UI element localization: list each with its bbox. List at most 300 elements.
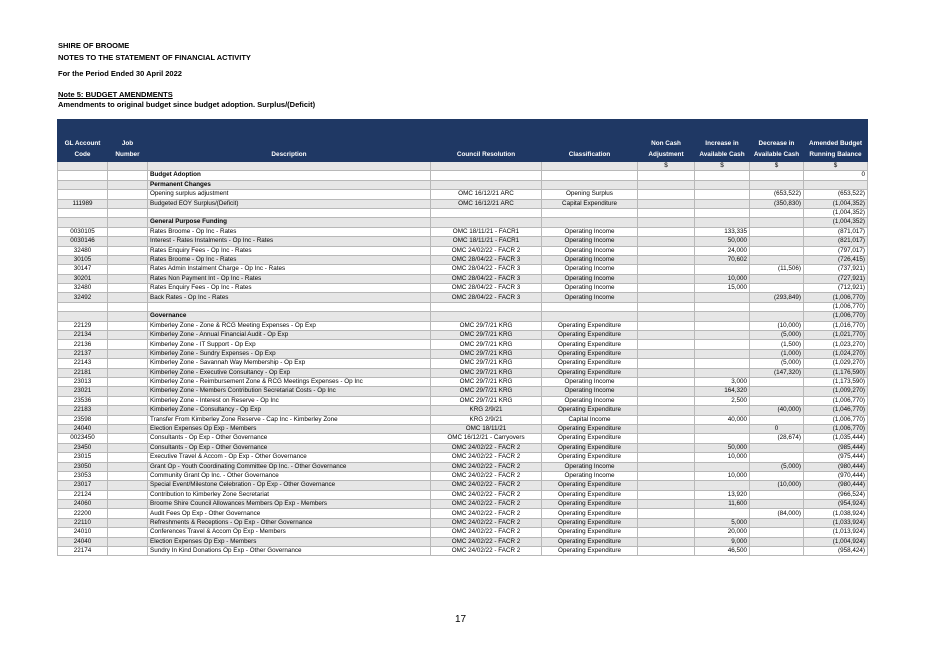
resolution-cell [431, 180, 542, 189]
decrease-cell [750, 518, 804, 527]
increase-cell: 46,500 [695, 547, 750, 556]
description-cell: Governance [148, 312, 431, 321]
balance-cell: (1,004,352) [804, 208, 868, 217]
gl-code-cell: 32492 [58, 293, 108, 302]
increase-cell: 10,000 [695, 453, 750, 462]
table-row [58, 528, 868, 537]
non-cash-cell [638, 265, 695, 274]
job-number-cell [108, 237, 148, 246]
description-cell: Interest - Rates Instalments - Op Inc - Rates [148, 237, 431, 246]
decrease-cell [750, 284, 804, 293]
balance-cell: (871,017) [804, 227, 868, 236]
job-number-cell [108, 528, 148, 537]
job-number-cell [108, 547, 148, 556]
resolution-cell: OMC 29/7/21 KRG [431, 396, 542, 405]
col-header-classification: Classification [542, 120, 638, 162]
non-cash-cell [638, 349, 695, 358]
decrease-cell [750, 171, 804, 180]
job-number-cell [108, 434, 148, 443]
balance-cell: (1,006,770) [804, 415, 868, 424]
description-cell: Kimberley Zone - Executive Consultancy - Op Exp [148, 368, 431, 377]
resolution-cell: OMC 18/11/21 - FACR1 [431, 237, 542, 246]
non-cash-cell [638, 274, 695, 283]
table-row [58, 368, 868, 377]
job-number-cell [108, 284, 148, 293]
decrease-cell [750, 387, 804, 396]
table-row [58, 471, 868, 480]
description-cell: Budgeted EOY Surplus/(Deficit) [148, 199, 431, 208]
gl-code-cell: 0030105 [58, 227, 108, 236]
classification-cell: Operating Expenditure [542, 500, 638, 509]
resolution-cell: OMC 24/02/22 - FACR 2 [431, 509, 542, 518]
description-cell: Rates Admin Instalment Charge - Op Inc - Rates [148, 265, 431, 274]
increase-cell: 10,000 [695, 471, 750, 480]
gl-code-cell: 22183 [58, 406, 108, 415]
decrease-cell [750, 218, 804, 227]
classification-cell: Operating Income [542, 255, 638, 264]
job-number-cell [108, 424, 148, 433]
classification-cell [542, 208, 638, 217]
increase-cell: 40,000 [695, 415, 750, 424]
gl-code-cell: 22181 [58, 368, 108, 377]
description-cell: Special Event/Milestone Celebration - Op Exp - Other Governance [148, 481, 431, 490]
gl-code-cell [58, 171, 108, 180]
resolution-cell: OMC 16/12/21 ARC [431, 199, 542, 208]
gl-code-cell: 23050 [58, 462, 108, 471]
description-cell: Back Rates - Op Inc - Rates [148, 293, 431, 302]
unit-cell [58, 162, 108, 171]
gl-code-cell: 23021 [58, 387, 108, 396]
gl-code-cell: 24040 [58, 537, 108, 546]
increase-cell: 10,000 [695, 274, 750, 283]
table-row [58, 237, 868, 246]
resolution-cell: OMC 29/7/21 KRG [431, 368, 542, 377]
description-cell: Refreshments & Receptions - Op Exp - Other Governance [148, 518, 431, 527]
increase-cell: 3,000 [695, 377, 750, 386]
table-row [58, 302, 868, 311]
description-cell: Election Expenses Op Exp - Members [148, 537, 431, 546]
table-row [58, 396, 868, 405]
gl-code-cell [58, 190, 108, 199]
classification-cell: Operating Expenditure [542, 518, 638, 527]
job-number-cell [108, 199, 148, 208]
classification-cell: Operating Expenditure [542, 528, 638, 537]
non-cash-cell [638, 218, 695, 227]
increase-cell [695, 293, 750, 302]
non-cash-cell [638, 537, 695, 546]
increase-cell: 164,320 [695, 387, 750, 396]
classification-cell [542, 302, 638, 311]
table-row [58, 340, 868, 349]
classification-cell [542, 180, 638, 189]
resolution-cell: OMC 29/7/21 KRG [431, 349, 542, 358]
job-number-cell [108, 274, 148, 283]
balance-cell: (985,444) [804, 443, 868, 452]
job-number-cell [108, 490, 148, 499]
resolution-cell: OMC 24/02/22 - FACR 2 [431, 471, 542, 480]
job-number-cell [108, 462, 148, 471]
balance-cell: (966,524) [804, 490, 868, 499]
non-cash-cell [638, 208, 695, 217]
decrease-cell: (40,000) [750, 406, 804, 415]
decrease-cell: 0 [750, 424, 804, 433]
classification-cell: Operating Income [542, 237, 638, 246]
classification-cell [542, 218, 638, 227]
gl-code-cell: 23015 [58, 453, 108, 462]
non-cash-cell [638, 180, 695, 189]
description-cell: Opening surplus adjustment [148, 190, 431, 199]
balance-cell: (980,444) [804, 481, 868, 490]
table-row [58, 199, 868, 208]
increase-cell [695, 208, 750, 217]
decrease-cell: (10,000) [750, 321, 804, 330]
non-cash-cell [638, 500, 695, 509]
classification-cell: Operating Income [542, 377, 638, 386]
classification-cell: Operating Expenditure [542, 434, 638, 443]
resolution-cell: OMC 18/11/21 - FACR1 [431, 227, 542, 236]
table-row [58, 547, 868, 556]
job-number-cell [108, 377, 148, 386]
balance-cell: (1,046,770) [804, 406, 868, 415]
table-row [58, 265, 868, 274]
decrease-cell: (653,522) [750, 190, 804, 199]
non-cash-cell [638, 387, 695, 396]
increase-cell [695, 424, 750, 433]
description-cell: Rates Enquiry Fees - Op Inc - Rates [148, 284, 431, 293]
job-number-cell [108, 509, 148, 518]
job-number-cell [108, 340, 148, 349]
balance-cell: (1,006,770) [804, 312, 868, 321]
decrease-cell [750, 312, 804, 321]
table-row [58, 255, 868, 264]
job-number-cell [108, 293, 148, 302]
gl-code-cell: 22174 [58, 547, 108, 556]
non-cash-cell [638, 171, 695, 180]
increase-cell [695, 180, 750, 189]
increase-cell [695, 190, 750, 199]
col-header-gl: GL Account Code [58, 120, 108, 162]
description-cell: Sundry In Kind Donations Op Exp - Other Governance [148, 547, 431, 556]
description-cell: Conferences Travel & Accom Op Exp - Members [148, 528, 431, 537]
classification-cell: Operating Expenditure [542, 349, 638, 358]
increase-cell: 5,000 [695, 518, 750, 527]
balance-cell: (1,033,924) [804, 518, 868, 527]
resolution-cell: OMC 29/7/21 KRG [431, 377, 542, 386]
job-number-cell [108, 368, 148, 377]
non-cash-cell [638, 518, 695, 527]
decrease-cell: (10,000) [750, 481, 804, 490]
balance-cell: (1,009,270) [804, 387, 868, 396]
classification-cell: Operating Income [542, 293, 638, 302]
gl-code-cell: 22137 [58, 349, 108, 358]
increase-cell: 11,600 [695, 500, 750, 509]
table-row [58, 443, 868, 452]
gl-code-cell: 23013 [58, 377, 108, 386]
table-row [58, 509, 868, 518]
col-header-description: Description [148, 120, 431, 162]
period-label: For the Period Ended 30 April 2022 [58, 69, 182, 78]
job-number-cell [108, 180, 148, 189]
job-number-cell [108, 331, 148, 340]
non-cash-cell [638, 199, 695, 208]
gl-code-cell: 32480 [58, 284, 108, 293]
balance-cell: (726,415) [804, 255, 868, 264]
resolution-cell: OMC 28/04/22 - FACR 3 [431, 255, 542, 264]
decrease-cell [750, 537, 804, 546]
non-cash-cell [638, 490, 695, 499]
non-cash-cell [638, 321, 695, 330]
balance-cell: (653,522) [804, 190, 868, 199]
non-cash-cell [638, 406, 695, 415]
decrease-cell: (5,000) [750, 331, 804, 340]
resolution-cell: OMC 24/02/22 - FACR 2 [431, 528, 542, 537]
table-row [58, 406, 868, 415]
table-row [58, 387, 868, 396]
job-number-cell [108, 443, 148, 452]
table-row [58, 490, 868, 499]
decrease-cell: (11,506) [750, 265, 804, 274]
job-number-cell [108, 471, 148, 480]
col-header-balance: Amended Budget Running Balance [804, 120, 868, 162]
table-row [58, 481, 868, 490]
classification-cell: Operating Expenditure [542, 481, 638, 490]
non-cash-cell [638, 302, 695, 311]
gl-code-cell [58, 302, 108, 311]
resolution-cell: OMC 24/02/22 - FACR 2 [431, 547, 542, 556]
resolution-cell: OMC 24/02/22 - FACR 2 [431, 462, 542, 471]
balance-cell: (1,013,924) [804, 528, 868, 537]
classification-cell: Operating Expenditure [542, 453, 638, 462]
non-cash-cell [638, 471, 695, 480]
decrease-cell: (350,830) [750, 199, 804, 208]
resolution-cell: OMC 16/12/21 ARC [431, 190, 542, 199]
org-name: SHIRE OF BROOME [58, 41, 130, 50]
classification-cell: Operating Income [542, 471, 638, 480]
balance-cell: (737,921) [804, 265, 868, 274]
col-header-job: Job Number [108, 120, 148, 162]
balance-cell: (975,444) [804, 453, 868, 462]
increase-cell: 133,335 [695, 227, 750, 236]
note-description: Amendments to original budget since budget adoption. Surplus/(Deficit) [58, 100, 316, 109]
increase-cell: 50,000 [695, 443, 750, 452]
non-cash-cell [638, 190, 695, 199]
table-row [58, 349, 868, 358]
table-row [58, 462, 868, 471]
decrease-cell [750, 274, 804, 283]
description-cell: Kimberley Zone - Reimbursement Zone & RCG Meetings Expenses - Op Inc [148, 377, 431, 386]
non-cash-cell [638, 528, 695, 537]
classification-cell: Operating Expenditure [542, 359, 638, 368]
table-row [58, 284, 868, 293]
gl-code-cell: 22200 [58, 509, 108, 518]
budget-amendments-table [57, 119, 867, 556]
gl-code-cell [58, 218, 108, 227]
resolution-cell: OMC 24/02/22 - FACR 2 [431, 453, 542, 462]
decrease-cell: (293,849) [750, 293, 804, 302]
description-cell: Kimberley Zone - Interest on Reserve - Op Inc [148, 396, 431, 405]
classification-cell: Operating Expenditure [542, 331, 638, 340]
table-row [58, 190, 868, 199]
unit-cell [148, 162, 431, 171]
non-cash-cell [638, 462, 695, 471]
balance-cell: (1,173,590) [804, 377, 868, 386]
classification-cell: Operating Income [542, 387, 638, 396]
gl-code-cell: 24010 [58, 528, 108, 537]
increase-cell [695, 312, 750, 321]
increase-cell [695, 481, 750, 490]
non-cash-cell [638, 293, 695, 302]
resolution-cell [431, 302, 542, 311]
table-row [58, 500, 868, 509]
balance-cell: (1,004,352) [804, 218, 868, 227]
resolution-cell: OMC 24/02/22 - FACR 2 [431, 246, 542, 255]
job-number-cell [108, 453, 148, 462]
resolution-cell: OMC 24/02/22 - FACR 2 [431, 443, 542, 452]
job-number-cell [108, 415, 148, 424]
description-cell: Kimberley Zone - Sundry Expenses - Op Exp [148, 349, 431, 358]
gl-code-cell: 22134 [58, 331, 108, 340]
description-cell: Kimberley Zone - Savannah Way Membership - Op Exp [148, 359, 431, 368]
non-cash-cell [638, 255, 695, 264]
non-cash-cell [638, 453, 695, 462]
gl-code-cell: 22124 [58, 490, 108, 499]
resolution-cell: OMC 24/02/22 - FACR 2 [431, 500, 542, 509]
non-cash-cell [638, 377, 695, 386]
non-cash-cell [638, 227, 695, 236]
balance-cell: (970,444) [804, 471, 868, 480]
table-row [58, 331, 868, 340]
gl-code-cell: 111989 [58, 199, 108, 208]
increase-cell [695, 462, 750, 471]
gl-code-cell: 0023450 [58, 434, 108, 443]
unit-cell: $ [695, 162, 750, 171]
page-number: 17 [455, 614, 467, 625]
increase-cell: 50,000 [695, 237, 750, 246]
table-row [58, 424, 868, 433]
balance-cell: (958,424) [804, 547, 868, 556]
decrease-cell [750, 490, 804, 499]
balance-cell: (1,038,924) [804, 509, 868, 518]
balance-cell: (821,017) [804, 237, 868, 246]
decrease-cell [750, 453, 804, 462]
decrease-cell [750, 246, 804, 255]
non-cash-cell [638, 434, 695, 443]
description-cell: Kimberley Zone - Consultancy - Op Exp [148, 406, 431, 415]
description-cell: Kimberley Zone - Annual Financial Audit - Op Exp [148, 331, 431, 340]
gl-code-cell: 32480 [58, 246, 108, 255]
decrease-cell [750, 180, 804, 189]
classification-cell: Operating Income [542, 396, 638, 405]
gl-code-cell: 30147 [58, 265, 108, 274]
increase-cell [695, 359, 750, 368]
gl-code-cell: 24060 [58, 500, 108, 509]
increase-cell [695, 340, 750, 349]
job-number-cell [108, 312, 148, 321]
gl-code-cell: 22136 [58, 340, 108, 349]
increase-cell [695, 265, 750, 274]
decrease-cell: (1,000) [750, 349, 804, 358]
job-number-cell [108, 396, 148, 405]
job-number-cell [108, 190, 148, 199]
units-row [58, 162, 868, 171]
balance-cell: (1,006,770) [804, 396, 868, 405]
classification-cell: Operating Income [542, 227, 638, 236]
description-cell: Executive Travel & Accom - Op Exp - Other Governance [148, 453, 431, 462]
report-subtitle: NOTES TO THE STATEMENT OF FINANCIAL ACTIVITY [58, 53, 251, 62]
increase-cell: 2,500 [695, 396, 750, 405]
col-header-non-cash: Non Cash Adjustment [638, 120, 695, 162]
table-row [58, 293, 868, 302]
gl-code-cell [58, 312, 108, 321]
increase-cell: 20,000 [695, 528, 750, 537]
gl-code-cell: 23053 [58, 471, 108, 480]
description-cell: Community Grant Op Inc. - Other Governance [148, 471, 431, 480]
job-number-cell [108, 481, 148, 490]
balance-cell: (727,921) [804, 274, 868, 283]
non-cash-cell [638, 246, 695, 255]
table-row [58, 518, 868, 527]
increase-cell [695, 509, 750, 518]
balance-cell: (797,017) [804, 246, 868, 255]
description-cell: Budget Adoption [148, 171, 431, 180]
increase-cell [695, 349, 750, 358]
balance-cell: (1,176,590) [804, 368, 868, 377]
unit-cell: $ [804, 162, 868, 171]
gl-code-cell: 22143 [58, 359, 108, 368]
unit-cell: $ [638, 162, 695, 171]
description-cell: Election Expenses Op Exp - Members [148, 424, 431, 433]
job-number-cell [108, 227, 148, 236]
resolution-cell: OMC 24/02/22 - FACR 2 [431, 518, 542, 527]
non-cash-cell [638, 359, 695, 368]
description-cell [148, 208, 431, 217]
description-cell: Broome Shire Council Allowances Members Op Exp - Members [148, 500, 431, 509]
job-number-cell [108, 349, 148, 358]
decrease-cell [750, 237, 804, 246]
balance-cell: (1,016,770) [804, 321, 868, 330]
table-row [58, 274, 868, 283]
job-number-cell [108, 265, 148, 274]
col-header-increase: Increase in Available Cash [695, 120, 750, 162]
resolution-cell [431, 171, 542, 180]
description-cell: General Purpose Funding [148, 218, 431, 227]
gl-code-cell: 30105 [58, 255, 108, 264]
classification-cell: Operating Expenditure [542, 321, 638, 330]
non-cash-cell [638, 415, 695, 424]
job-number-cell [108, 218, 148, 227]
job-number-cell [108, 255, 148, 264]
decrease-cell [750, 528, 804, 537]
classification-cell: Operating Expenditure [542, 537, 638, 546]
unit-cell [108, 162, 148, 171]
unit-cell: $ [750, 162, 804, 171]
job-number-cell [108, 246, 148, 255]
decrease-cell: (1,500) [750, 340, 804, 349]
table-row [58, 171, 868, 180]
table-row [58, 359, 868, 368]
classification-cell: Operating Expenditure [542, 424, 638, 433]
description-cell: Audit Fees Op Exp - Other Governance [148, 509, 431, 518]
non-cash-cell [638, 509, 695, 518]
job-number-cell [108, 518, 148, 527]
balance-cell [804, 180, 868, 189]
table-row [58, 218, 868, 227]
classification-cell: Operating Expenditure [542, 406, 638, 415]
resolution-cell: KRG 2/9/21 [431, 406, 542, 415]
table-row [58, 453, 868, 462]
table-row [58, 415, 868, 424]
resolution-cell: KRG 2/9/21 [431, 415, 542, 424]
